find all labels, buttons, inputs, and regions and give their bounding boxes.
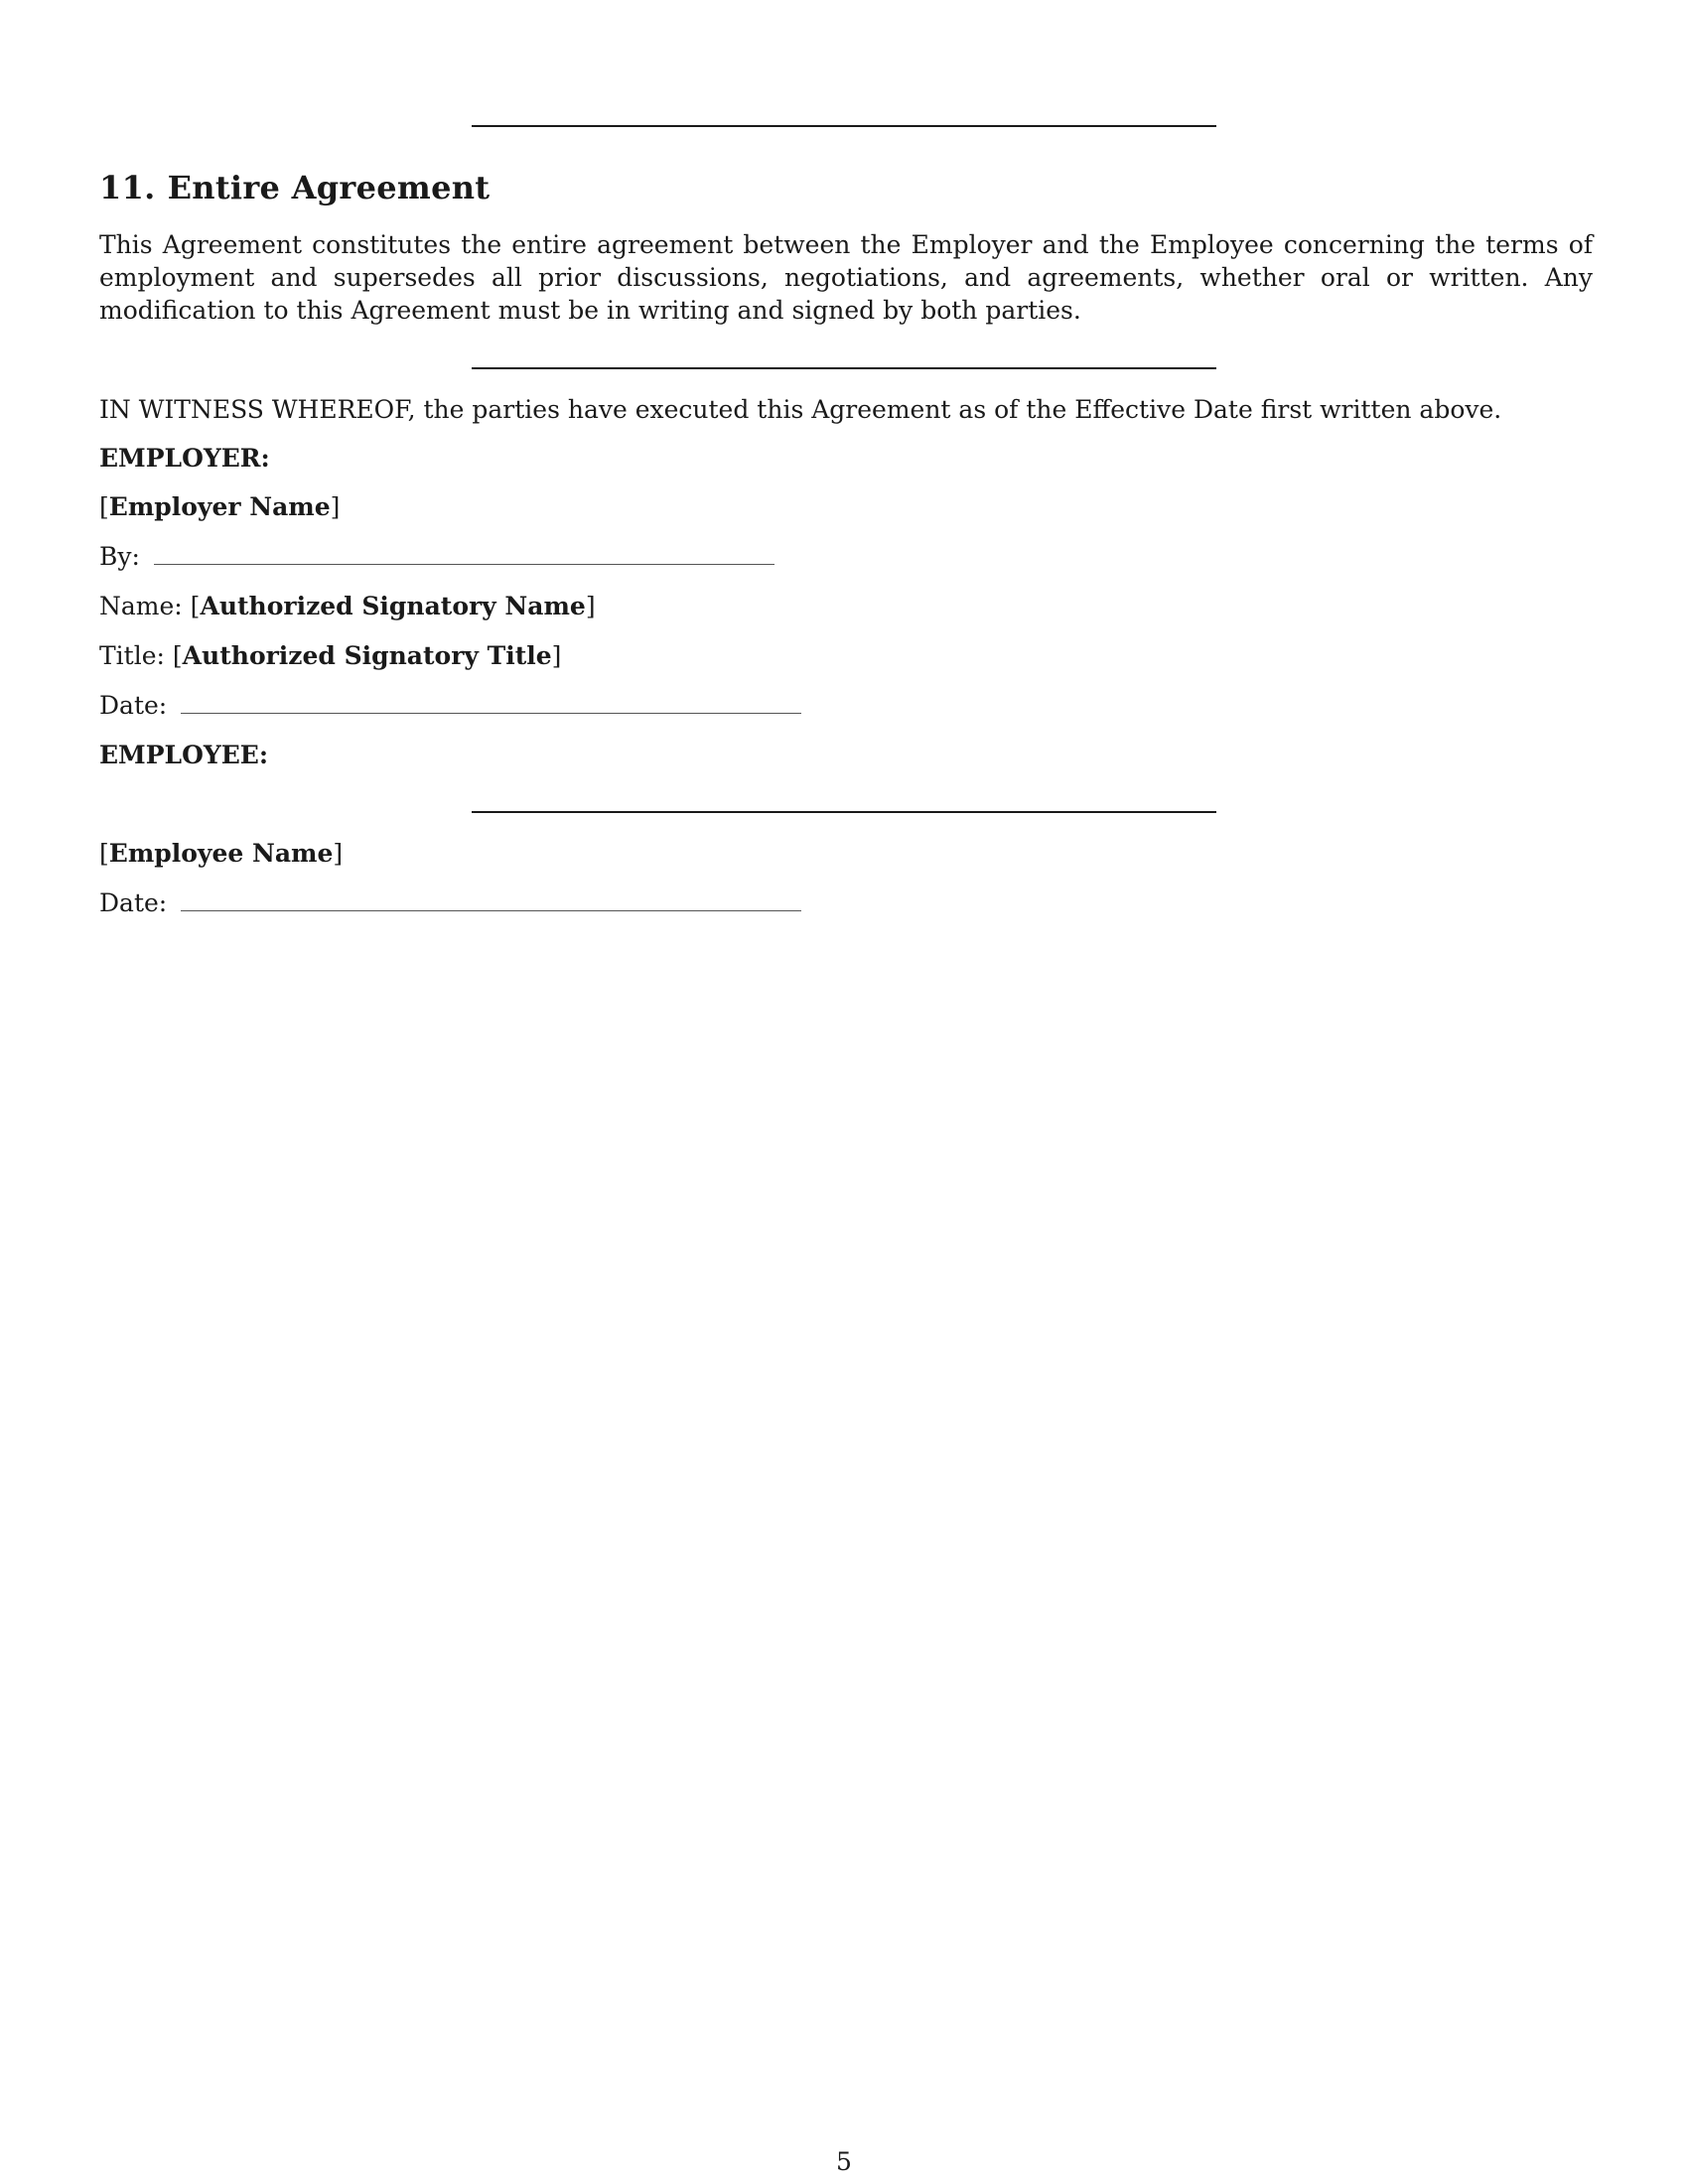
employer-heading: EMPLOYER:: [99, 444, 270, 473]
employer-date-blank[interactable]: [181, 689, 801, 714]
signatory-name: Authorized Signatory Name: [200, 592, 586, 620]
section-body: This Agreement constitutes the entire agreement between the Employer and the Employee concerning the terms of employment and supersedes all prior discussions, negotiations, and agreements, whether oral or written. Any modification to this Agreement must be in writing and signed by both parties.: [99, 230, 1593, 325]
employer-signatory-title-line: Title: [Authorized Signatory Title]: [99, 641, 562, 670]
signatory-name-label: Name:: [99, 592, 183, 620]
witness-clause: IN WITNESS WHEREOF, the parties have executed this Agreement as of the Effective Date first written above.: [99, 395, 1502, 424]
employer-date-line: [99, 689, 801, 722]
section-number: 11.: [99, 169, 156, 206]
employee-date-line: [99, 887, 801, 919]
employee-date-label: Date:: [99, 888, 168, 917]
employee-name-line: [Employee Name]: [99, 839, 344, 868]
employer-by-line: [99, 540, 774, 573]
employer-signature-blank[interactable]: [154, 540, 774, 565]
employee-name: Employee Name: [108, 839, 334, 868]
employer-name: Employer Name: [108, 492, 331, 521]
employer-signatory-name-line: Name: [Authorized Signatory Name]: [99, 592, 596, 620]
section-divider-rule: [472, 367, 1216, 369]
signatory-title-label: Title:: [99, 641, 165, 670]
page-number: 5: [836, 2147, 852, 2176]
employee-date-blank[interactable]: [181, 887, 801, 911]
top-rule: [472, 125, 1216, 127]
employer-name-line: [Employer Name]: [99, 492, 341, 521]
section-title: Entire Agreement: [167, 169, 491, 206]
employee-heading: EMPLOYEE:: [99, 741, 269, 769]
by-label: By:: [99, 542, 140, 571]
employee-signature-rule[interactable]: [472, 811, 1216, 813]
employer-date-label: Date:: [99, 691, 168, 720]
section-heading: [99, 169, 490, 206]
signatory-title: Authorized Signatory Title: [182, 641, 552, 670]
